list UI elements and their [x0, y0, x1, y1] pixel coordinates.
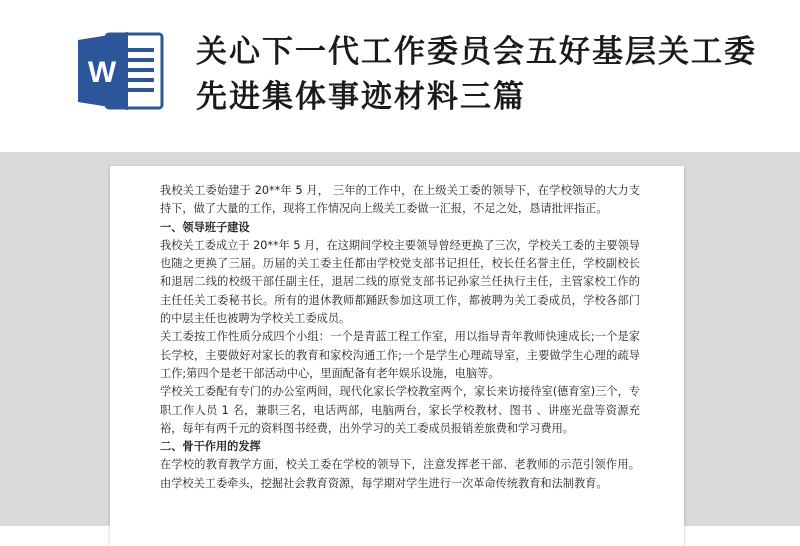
document-title: 关心下一代工作委员会五好基层关工委先进集体事迹材料三篇 [196, 34, 757, 115]
paragraph-groups: 关工委按工作性质分成四个小组：一个是青蓝工程工作室，用以指导青年教师快速成长;一个是家长学校，主要做好对家长的教育和家校沟通工作;一个是学生心理疏导室，主要做学生心理的疏导工作;第四个是老干部活动中心，里面配备有老年娱乐设施，电脑等。 [160, 330, 640, 380]
section-heading-1: 一、领导班子建设 [160, 220, 250, 234]
section-heading-2: 二、骨干作用的发挥 [160, 440, 261, 454]
document-body [160, 182, 640, 493]
word-icon [76, 30, 166, 112]
paragraph-backbone: 在学校的教育教学方面，校关工委在学校的领导下，注意发挥老干部、老教师的示范引领作用。由学校关工委牵头，挖掘社会教育资源，每学期对学生进行一次革命传统教育和法制教育。 [160, 458, 640, 490]
header [0, 0, 800, 160]
word-icon-letter: W [87, 56, 117, 89]
paragraph-facilities: 学校关工委配有专门的办公室两间，现代化家长学校教室两个，家长来访接待室(德育室)三个，专职工作人员 1 名，兼职三名，电话两部，电脑两台，家长学校教材、图书 、讲座光盘等资源充裕，每年有两千元的资料图书经费，出外学习的关工委成员报销差旅费和学习费用。 [160, 385, 640, 435]
document-page [110, 166, 684, 546]
paragraph-leadership: 我校关工委成立于 20**年 5 月，在这期间学校主要领导曾经更换了三次，学校关工委的主要领导也随之更换了三届。历届的关工委主任都由学校党支部书记担任，校长任名誉主任，学校副校长和退居二线的校级干部任副主任，退居二线的原党支部书记孙家兰任执行主任，主管家校工作的主任任关工委秘书长。所有的退休教师都踊跃参加这项工作，都被聘为关工委成员，学校各部门的中层主任也被聘为学校关工委成员。 [160, 238, 640, 326]
paragraph-intro: 我校关工委始建于 20**年 5 月， 三年的工作中，在上级关工委的领导下，在学校领导的大力支持下，做了大量的工作，现将工作情况向上级关工委做一汇报，不足之处，恳请批评指正。 [160, 184, 640, 216]
